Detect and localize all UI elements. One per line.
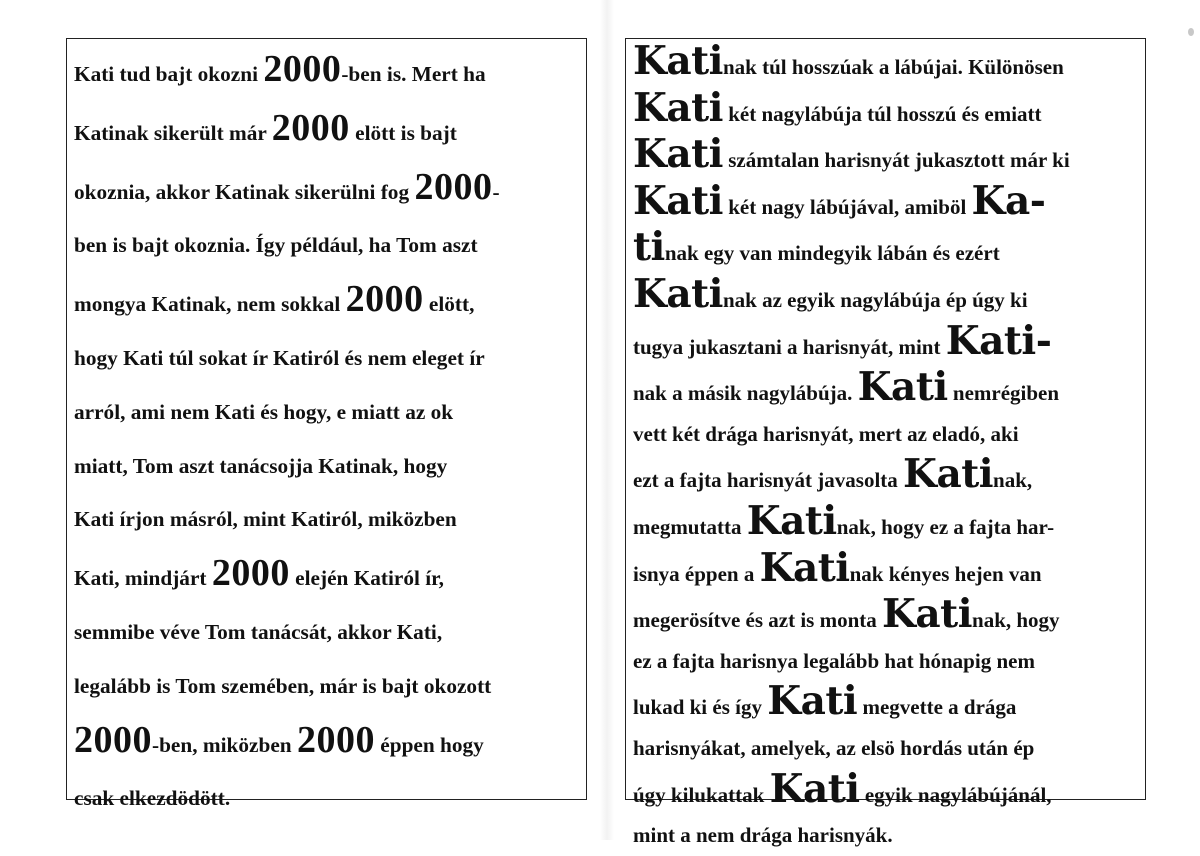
text-segment: legalább is Tom szemében, már is bajt okozott — [74, 673, 492, 698]
text-segment: vett két drága harisnyát, mert az eladó, aki — [633, 421, 1019, 446]
emphasized-word: Kati — [633, 131, 723, 178]
text-segment: megvette a drága — [857, 695, 1017, 720]
text-segment: nak túl hosszúak a lábújai. Különösen — [723, 55, 1064, 79]
text-segment: ben is bajt okoznia. Így például, ha Tom aszt — [74, 233, 478, 258]
text-segment: -ben, miközben — [152, 732, 297, 757]
text-segment: nak kényes hejen van — [849, 561, 1042, 586]
emphasized-word: Kati — [759, 544, 850, 591]
text-segment: nak a másik nagylábúja. — [633, 381, 858, 406]
text-segment: nak, — [993, 468, 1033, 493]
text-line — [633, 641, 1135, 682]
emphasized-word: Kati — [882, 591, 973, 638]
text-segment: harisnyákat, amelyek, az elsö hordás után ép — [633, 735, 1035, 760]
text-line — [633, 451, 1135, 501]
emphasized-word: Ka- — [971, 177, 1046, 224]
left-paragraph — [74, 43, 574, 826]
text-segment: két nagy lábújával, amiböl — [723, 194, 972, 219]
text-line — [633, 591, 1135, 641]
emphasized-word: 2000 — [211, 552, 290, 595]
text-segment: megmutatta — [633, 514, 747, 539]
text-segment: ez a fajta harisnya legalább hat hónapig nem — [633, 648, 1035, 673]
text-line — [633, 177, 1135, 228]
emphasized-word: Kati — [633, 177, 723, 224]
text-segment: éppen hogy — [374, 732, 484, 757]
page-fold — [600, 0, 614, 840]
text-line — [74, 273, 574, 332]
text-line — [633, 131, 1135, 181]
text-segment: mint a nem drága harisnyák. — [633, 823, 893, 848]
text-segment: isnya éppen a — [633, 561, 760, 586]
text-line — [633, 317, 1135, 368]
text-line — [633, 728, 1135, 769]
text-segment: Kati tud bajt okozni — [74, 62, 264, 86]
right-text-panel — [625, 38, 1146, 848]
emphasized-word: Kati — [903, 451, 994, 498]
text-line — [74, 660, 574, 714]
text-segment: Kati, mindjárt — [74, 566, 212, 591]
emphasized-word: 2000 — [414, 165, 493, 208]
text-segment: nak, hogy ez a fajta har- — [836, 514, 1055, 539]
text-segment: okoznia, akkor Katinak sikerülni fog — [74, 179, 415, 204]
text-line — [74, 161, 574, 220]
text-segment: semmibe véve Tom tanácsát, akkor Kati, — [74, 619, 443, 644]
text-segment: Kati írjon másról, mint Katiról, miközben — [74, 507, 457, 532]
text-segment: nak egy van mindegyik lábán és ezért — [664, 241, 1000, 266]
text-segment: - — [492, 179, 500, 204]
text-line — [633, 38, 1135, 88]
text-line — [633, 497, 1135, 548]
text-segment: két nagylábúja túl hosszú és emiatt — [723, 101, 1042, 126]
emphasized-word: Kati — [767, 678, 858, 725]
text-segment: úgy kilukattak — [633, 782, 770, 807]
text-line — [633, 815, 1135, 856]
scan-speck — [1188, 28, 1194, 36]
emphasized-word: Kati — [633, 84, 723, 131]
emphasized-word: Kati — [633, 270, 723, 317]
emphasized-word: Kati — [633, 38, 723, 84]
text-segment: miatt, Tom aszt tanácsojja Katinak, hogy — [74, 453, 448, 478]
emphasized-word: 2000 — [296, 718, 375, 761]
text-line — [74, 219, 574, 273]
text-segment: Katinak sikerült már — [74, 120, 272, 145]
text-line — [74, 493, 574, 547]
text-segment: arról, ami nem Kati és hogy, e miatt az ok — [74, 399, 454, 424]
text-segment: lukad ki és így — [633, 695, 768, 720]
text-line — [74, 714, 574, 773]
right-paragraph — [633, 38, 1135, 856]
emphasized-word: Kati — [746, 497, 837, 544]
text-line — [74, 440, 574, 494]
text-segment: csak elkezdödött. — [74, 786, 231, 811]
text-segment: számtalan harisnyát jukasztott már ki — [723, 148, 1070, 173]
text-line — [74, 332, 574, 386]
text-line — [74, 772, 574, 826]
text-segment: egyik nagylábújánál, — [859, 782, 1052, 807]
text-line — [74, 386, 574, 440]
text-line — [633, 364, 1135, 414]
text-segment: elött is bajt — [349, 120, 457, 145]
text-line — [633, 224, 1135, 274]
emphasized-word: ti — [633, 224, 665, 271]
text-line — [74, 43, 574, 102]
text-line — [74, 606, 574, 660]
text-segment: -ben is. Mert ha — [341, 62, 486, 86]
text-line — [633, 765, 1135, 816]
text-segment: nemrégiben — [947, 381, 1060, 406]
text-segment: nak, hogy — [972, 608, 1060, 633]
text-segment: elején Katiról ír, — [289, 566, 444, 591]
emphasized-word: Kati- — [945, 317, 1052, 364]
text-segment: hogy Kati túl sokat ír Katiról és nem eleget ír — [74, 345, 485, 370]
emphasized-word: Kati — [769, 765, 860, 812]
text-line — [633, 414, 1135, 455]
text-line — [74, 547, 574, 606]
text-line — [633, 544, 1135, 595]
text-segment: megerösítve és azt is monta — [633, 608, 883, 633]
text-segment: tugya jukasztani a harisnyát, mint — [633, 334, 946, 359]
emphasized-word: 2000 — [263, 48, 342, 90]
text-segment: elött, — [423, 292, 475, 317]
emphasized-word: 2000 — [271, 106, 350, 149]
text-line — [633, 270, 1135, 321]
emphasized-word: 2000 — [345, 278, 424, 321]
left-text-panel — [66, 38, 587, 811]
text-line — [633, 678, 1135, 728]
text-segment: ezt a fajta harisnyát javasolta — [633, 468, 904, 493]
text-line — [74, 102, 574, 161]
text-line — [633, 84, 1135, 135]
emphasized-word: Kati — [857, 364, 948, 411]
text-segment: mongya Katinak, nem sokkal — [74, 292, 346, 317]
emphasized-word: 2000 — [74, 718, 152, 761]
text-segment: nak az egyik nagylábúja ép úgy ki — [723, 287, 1028, 312]
